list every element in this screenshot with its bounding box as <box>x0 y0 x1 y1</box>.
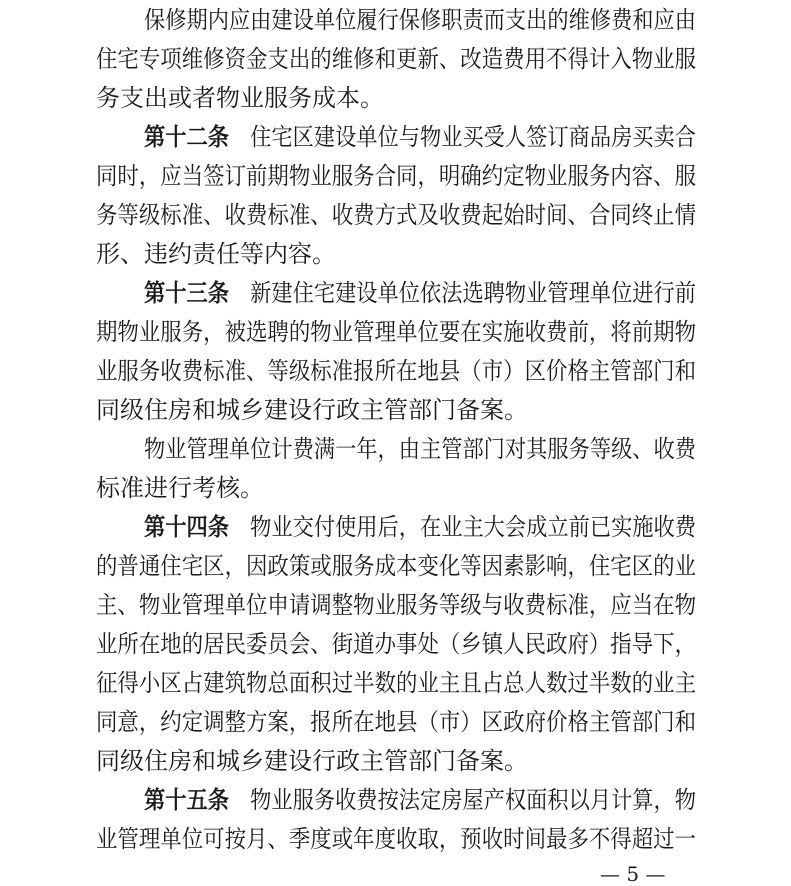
text-line <box>0 664 791 702</box>
text-line <box>0 1 791 39</box>
text-line <box>0 430 791 468</box>
text-line <box>0 352 791 390</box>
line-text: 务支出或者物业服务成本。 <box>96 84 384 112</box>
text-line <box>0 313 791 351</box>
text-line <box>0 625 791 663</box>
line-text: 保修期内应由建设单位履行保修职责而支出的维修费和应由 <box>144 6 696 34</box>
text-line <box>0 820 791 858</box>
text-line <box>0 235 791 273</box>
line-text: 征得小区占建筑物总面积过半数的业主且占总人数过半数的业主 <box>96 669 697 697</box>
article-heading: 第十三条 <box>144 279 229 307</box>
line-text: 标准进行考核。 <box>96 474 264 502</box>
text-line <box>0 40 791 78</box>
article-first-line <box>0 508 791 546</box>
line-text: 业所在地的居民委员会、街道办事处（乡镇人民政府）指导下， <box>96 630 697 658</box>
line-text: 业管理单位可按月、季度或年度收取，预收时间最多不得超过一 <box>96 825 697 853</box>
text-line <box>0 391 791 429</box>
line-text: 同级住房和城乡建设行政主管部门备案。 <box>96 747 528 775</box>
line-text: 主、物业管理单位申请调整物业服务等级与收费标准，应当在物 <box>96 591 697 619</box>
article-first-line <box>0 274 791 312</box>
line-text: 务等级标准、收费标准、收费方式及收费起始时间、合同终止情 <box>96 201 697 229</box>
text-line <box>0 79 791 117</box>
line-text: 物业服务收费按法定房屋产权面积以月计算，物 <box>250 786 696 814</box>
line-text: 同意，约定调整方案，报所在地县（市）区政府价格主管部门和 <box>96 708 697 736</box>
line-text: 的普通住宅区，因政策或服务成本变化等因素影响，住宅区的业 <box>96 552 697 580</box>
text-line <box>0 586 791 624</box>
line-text: 形、违约责任等内容。 <box>96 240 336 268</box>
text-line <box>0 547 791 585</box>
line-text: 同时，应当签订前期物业服务合同，明确约定物业服务内容、服 <box>96 162 697 190</box>
text-line <box>0 196 791 234</box>
article-heading: 第十四条 <box>144 513 229 541</box>
line-text: 物业管理单位计费满一年，由主管部门对其服务等级、收费 <box>144 435 696 463</box>
line-text: 业服务收费标准、等级标准报所在地县（市）区价格主管部门和 <box>96 357 697 385</box>
text-line <box>0 742 791 780</box>
line-text: 期物业服务，被选聘的物业管理单位要在实施收费前，将前期物 <box>96 318 697 346</box>
line-text: 住宅区建设单位与物业买受人签订商品房买卖合 <box>250 123 696 151</box>
line-text: 物业交付使用后，在业主大会成立前已实施收费 <box>250 513 696 541</box>
text-line <box>0 703 791 741</box>
line-text: 新建住宅建设单位依法选聘物业管理单位进行前 <box>250 279 696 307</box>
article-first-line <box>0 781 791 819</box>
line-text: 同级住房和城乡建设行政主管部门备案。 <box>96 396 528 424</box>
line-text: 住宅专项维修资金支出的维修和更新、改造费用不得计入物业服 <box>96 45 697 73</box>
article-heading: 第十五条 <box>144 786 229 814</box>
page-number: — 5 — <box>600 862 666 886</box>
text-line <box>0 469 791 507</box>
article-first-line <box>0 118 791 156</box>
article-heading: 第十二条 <box>144 123 229 151</box>
text-line <box>0 157 791 195</box>
